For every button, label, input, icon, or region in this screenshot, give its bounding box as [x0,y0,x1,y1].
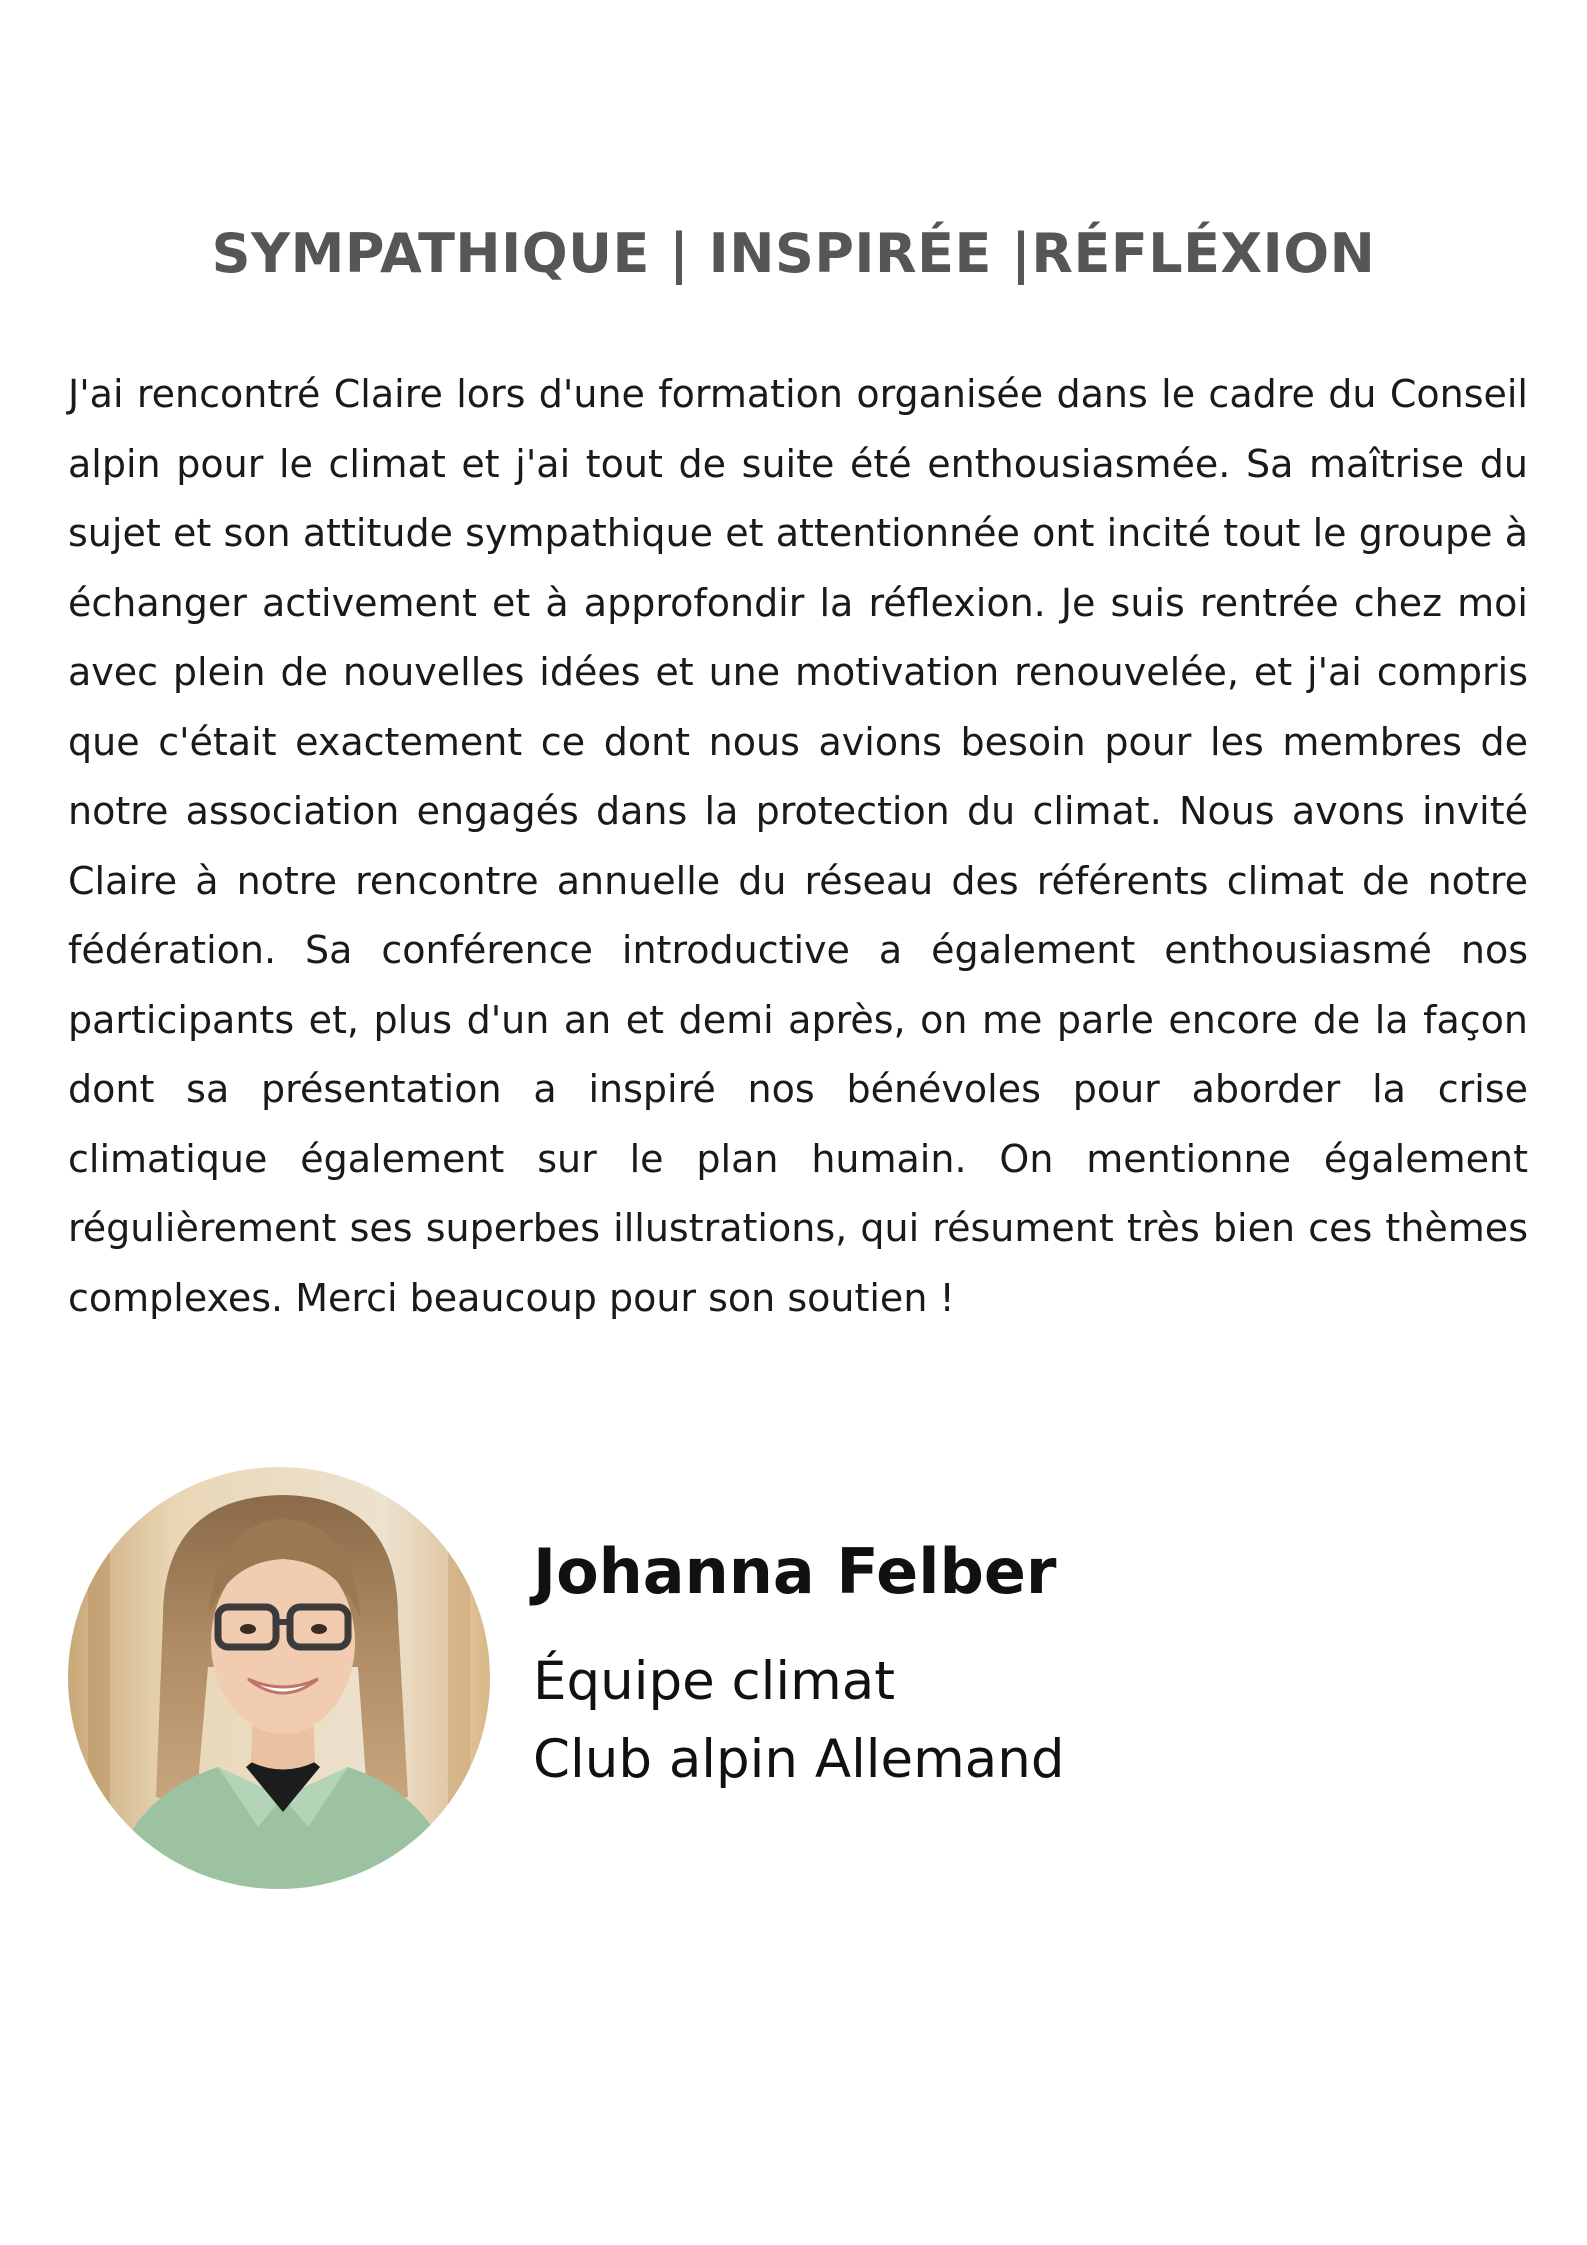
author-name: Johanna Felber [533,1535,1057,1608]
author-role-team: Équipe climat [533,1651,896,1712]
author-role [533,1643,1064,1799]
page-heading: SYMPATHIQUE | INSPIRÉE |RÉFLÉXION [211,222,1376,285]
testimonial-text: J'ai rencontré Claire lors d'une formation organisée dans le cadre du Conseil alpin pour le climat et j'ai tout de suite été enthousiasmée. Sa maîtrise du sujet et son attitude sympathique et attentionnée ont incité tout le groupe à échanger activement et à approfondir la réflexion. Je suis rentrée chez moi avec plein de nouvelles idées et une motivation renouvelée, et j'ai compris que c'était exactement ce dont nous avions besoin pour les membres de notre association engagés dans la protection du climat. Nous avons invité Claire à notre rencontre annuelle du réseau des référents climat de notre fédération. Sa conférence introductive a également enthousiasmé nos participants et, plus d'un an et demi après, on me parle encore de la façon dont sa présentation a inspiré nos bénévoles pour aborder la crise climatique également sur le plan humain. On mentionne également régulièrement ses superbes illustrations, qui résument très bien ces thèmes complexes. Merci beaucoup pour son soutien ! [68,372,1528,1320]
author-role-organization: Club alpin Allemand [533,1729,1065,1790]
author-photo [68,1467,490,1889]
